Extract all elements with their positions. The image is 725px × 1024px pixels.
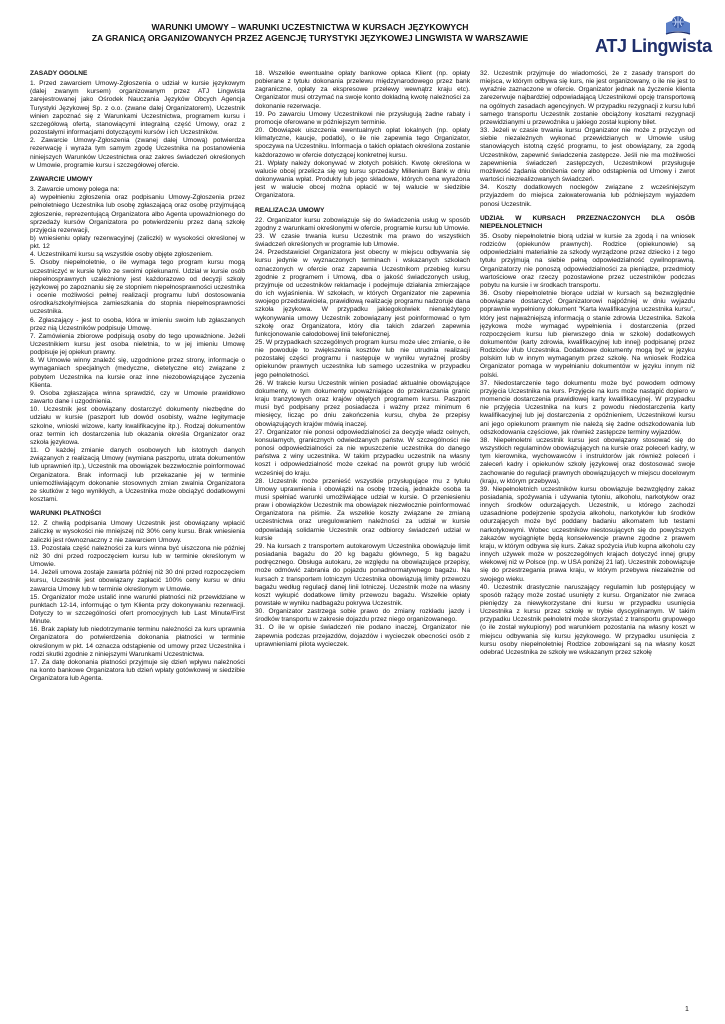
clause-paragraph: 7. Zamówienia zbiorowe podpisują osoby do tego upoważnione. Jeżeli Uczestnikiem kursu jest osoba nieletnia, to w jej imieniu Umowę podpisuje jej opiekun prawny. [30, 332, 245, 357]
clause-paragraph: 36. Osoby niepełnoletnie biorące udział w kursach są bezwzględnie obowiązane dostarczyć Organizatorowi najpóźniej w dniu wyjazdu poprawnie wypełniony dokument "Karta kwalifikacyjna uczestnika kursu", który jest najważniejszą informacją o stanie zdrowia Uczestnika. Szkoła językowa może wymagać wypełnienia i dostarczenia (przed rozpoczęciem kursu lub pierwszego dnia w szkole) dodatkowych dokumentów (karty zdrowia, kwalifikacyjnej lub innej) podpisanej przez Rodziców i/lub Uczestnika. Dodatkowe dokumenty mogą być w języku polskim lub w innym wymaganym przez szkołę. Na wniosek Rodzica Organizator pomaga w wypełnianiu dokumentów w języku innym niż polski. [480, 290, 695, 379]
page-number: 1 [685, 1006, 689, 1013]
clause-paragraph: 38. Niepełnoletni uczestnik kursu jest obowiązany stosować się do wszystkich regulaminów obowiązujących na kursie oraz poleceń kadry, w tym kierownika, wychowawców i instruktorów jak również poleceń i zaleceń kadry i opiekunów szkoły językowej oraz dostosować swoje zachowanie do regulacji prawnych obowiązujących w miejscu docelowym (kraju, w którym przebywa). [480, 436, 695, 485]
column-1 [30, 70, 245, 1005]
section-heading: ZAWARCIE UMOWY [30, 175, 93, 183]
page-header [0, 0, 725, 62]
clause-paragraph: 12. Z chwilą podpisania Umowy Uczestnik jest obowiązany wpłacić zaliczkę w wysokości nie mniejszej niż 30% ceny kursu. Brak wniesienia zaliczki jest równoznaczny z nie zawarciem Umowy. [30, 520, 245, 544]
clause-paragraph: 4. Uczestnikami kursu są wszystkie osoby objęte zgłoszeniem. [30, 251, 213, 259]
clause-paragraph: 39. Niepełnoletnich uczestników kursu obowiązuje bezwzględny zakaz posiadania, spożywania i używania tytoniu, alkoholu, narkotyków oraz innych środków odurzających. Uczestnik, u którego zachodzi uzasadnione podejrzenie spożycia alkoholu, narkotyków lub środków odurzających może być poddany badaniu alkomatem lub testami narkotykowymi. Wobec uczestników niestosujących się do powyższych zakazów wyciągnięte będą konsekwencje prawne zgodne z prawem kraju, w którym odbywa się kurs. Zakaz spożycia i/lub kupna alkoholu czy innych używek może w poszczególnych krajach dotyczyć innej grupy wiekowej niż w Polsce (np. w USA poniżej 21 lat). Uczestnik zobowiązuje się do przestrzegania prawa kraju, w którym przebywa niezależnie od swojego wieku. [480, 485, 695, 583]
clause-paragraph: 40. Uczestnik drastycznie naruszający regulamin lub postępujący w sposób rażący może zostać usunięty z kursu. Organizator nie zwraca pieniędzy za niewykorzystane dni kursu w przypadku usunięcia Uczestnika z kursu przez szkołę w trybie dyscyplinarnym. W takim przypadku Uczestnik pełnoletni może skorzystać z transportu grupowego (o ile został wykupiony) pod warunkiem pozostania na własny koszt w miejscu odbywania się kursu językowego. W przypadku usunięcia z kursu osoby niepełnoletniej Rodzice zobowiązani są na własny koszt odebrać Uczestnika ze szkoły we wskazanym przez szkołę [480, 583, 695, 656]
section-heading: ZASADY OGÓLNE [30, 70, 88, 77]
clause-paragraph: 17. Za datę dokonania płatności przyjmuje się dzień wpływu należności na konto bankowe Organizatora lub dzień wpłaty gotówkowej w siedzibie Organizatora lub Agenta. [30, 658, 245, 683]
document-title [40, 22, 580, 44]
clause-paragraph: 34. Koszty dodatkowych noclegów związane z wcześniejszym przyjazdem do miejsca zakwaterowania lub późniejszym wyjazdem ponosi Uczestnik. [480, 184, 695, 208]
clause-paragraph: 1. Przed zawarciem Umowy-Zgłoszenia o udział w kursie językowym (dalej zwanym kursem) organizowanym przez ATJ Lingwista zarejestrowanej jako Ośrodek Nauczania Języków Obcych Agencja Turystyki Językowej Sp. z o.o. (zwane dalej Organizatorem), Uczestnik winien zapoznać się z Warunkami Uczestnictwa, programem kursu i szczegółową ofertą, stanowiącymi integralną część Umowy, oraz z pozostałymi informacjami dotyczącymi kursów i ich Uczestników. [30, 80, 245, 137]
clause-paragraph: 23. W czasie trwania kursu Uczestnik ma prawo do wszystkich świadczeń określonych w programie lub Umowie. [255, 232, 470, 249]
clause-paragraph: 25. W przypadkach szczególnych program kursu może ulec zmianie, o ile nie powoduje to zwiększenia kosztów lub nie utrudnia realizacji pozostałej części programu i następuje w wyniku wyraźnej prośby opiekunów prawnych uczestnika lub samego uczestnika w przypadku jego pełnoletności. [255, 339, 470, 379]
terms-columns [30, 70, 695, 1005]
clause-paragraph: 24. Przedstawiciel Organizatora jest obecny w miejscu odbywania się kursu jedynie w wyznaczonych terminach i wskazanych szkołach oznaczonych w ofercie oraz zapewnia Uczestnikom przebieg kursu zgodnie z programem i Umową, dba o jakość świadczonych usług, przyjmuje od uczestników reklamacje i podejmuje działania zmierzające do ich wyjaśnienia. W szkołach, w których Organizator nie zapewnia swojego przedstawiciela, prawidłową realizację programu nadzoruje dana szkoła językowa. W przypadku jakiegokolwiek nienależytego wykonywania umowy Uczestnik zobowiązany jest poinformować o tym szkołę oraz Organizatora, który dla takich zdarzeń zapewnia funkcjonowanie całodobowej linii telefonicznej. [255, 249, 470, 338]
clause-paragraph: 22. Organizator kursu zobowiązuje się do świadczenia usług w sposób zgodny z warunkami określonymi w ofercie, programie kursu lub Umowie. [255, 216, 470, 232]
clause-paragraph: 37. Niedostarczenie tego dokumentu może być powodem odmowy przyjęcia Uczestnika na kurs. Przyjęcie na kurs może nastąpić dopiero w momencie dostarczenia prawidłowej karty kwalifikacyjnej. W przypadku nie przyjęcia Uczestnika na kurs z powodu niedostarczenia karty kwalifikacyjnej lub jej dostarczenia z opóźnieniem, Uczestnikowi kursu ani jego opiekunom prawnym nie należą się żadne odszkodowania lub odszkodowania częściowe, jak również zastępcze terminy wyjazdów. [480, 379, 695, 436]
clause-paragraph: 19. Po zawarciu Umowy Uczestnikowi nie przysługują żadne rabaty i promocje oferowane w późniejszym terminie. [255, 110, 470, 126]
section-heading: UDZIAŁ W KURSACH PRZEZNACZONYCH DLA OSÓB NIEPEŁNOLETNICH [480, 214, 695, 230]
clause-paragraph: 29. Na kursach z transportem autokarowym Uczestnika obowiązuje limit posiadania bagażu do 20 kg bagażu głównego, 5 kg bagażu podręcznego. Obsługa autokaru, ze względu na obowiązujące przepisy, może odmówić zabrania do pojazdu ponadnormatywnego bagażu. Na kursach z transportem lotniczym Uczestnika obowiązują limity przewozu bagażu według regulacji danej linii lotniczej. Uczestnik może na własny koszt wykupić dodatkowe limity przewozu bagażu. Wszelkie opłaty powstałe w wyniku nadbagażu pokrywa Uczestnik. [255, 542, 470, 607]
clause-paragraph: 26. W trakcie kursu Uczestnik winien posiadać aktualnie obowiązujące dokumenty, w tym dokumenty upoważniające do przekraczania granic kraju tranzytowych oraz krajów objętych programem kursu. Paszport musi być podpisany przez posiadacza i ważny przez minimum 6 miesięcy, licząc po dniu zakończenia kursu, chyba że przepisy obowiązujących krajów mówią inaczej. [255, 379, 470, 428]
clause-paragraph: 2. Zawarcie Umowy-Zgłoszenia (zwanej dalej Umową) potwierdza rezerwację i wyraża tym samym zgodę Uczestnika na postanowienia niniejszych Warunków Uczestnictwa oraz zakres świadczeń określonych w Umowie, programie kursu i szczegółowej ofercie. [30, 137, 245, 169]
clause-paragraph: b) wniesieniu opłaty rezerwacyjnej (zaliczki) w wysokości określonej w pkt. 12 [30, 234, 245, 251]
clause-paragraph: 10. Uczestnik jest obowiązany dostarczyć dokumenty niezbędne do udziału w kursie (paszport lub dowód osobisty, ważne legitymacje szkolne, wnioski wizowe, karty kwalifikacyjne itp.). Rodzaj dokumentów oraz termin ich dostarczenia lub okazania określa Organizator oraz szkoła językowa. [30, 406, 245, 446]
column-2 [255, 70, 470, 1005]
clause-paragraph: 18. Wszelkie ewentualne opłaty bankowe opłaca Klient (np. opłaty pobierane z tytułu dokonania przelewu międzynarodowego przez bank zagraniczne, opłaty za ekspresowe przelewy wewnątrz kraju etc). Organizator musi otrzymać na swoje konto dokładną kwotę należności za dokonanie rezerwacje. [255, 70, 470, 110]
clause-paragraph: 13. Pozostała część należności za kurs winna być uiszczona nie później niż 30 dni przed rozpoczęciem kursu lub w terminie określonym w Umowie. [30, 544, 245, 569]
column-3 [480, 70, 695, 1005]
clause-paragraph: 3. Zawarcie umowy polega na: [30, 186, 120, 194]
logo-wordmark: ATJ Lingwista [595, 36, 712, 56]
clause-paragraph: 16. Brak zapłaty lub niedotrzymanie terminu należności za kurs uprawnia Organizatora do potwierdzenia dokonania płatności w terminie określonym w pkt. 14 oznacza odstąpienie od umowy przez Uczestnika i rodzi skutki zgodnie z niniejszymi Warunkami Uczestnictwa. [30, 626, 245, 658]
clause-paragraph: 5. Osoby niepełnoletnie, o ile wymaga tego program kursu mogą uczestniczyć w kursie tylko ze swoimi opiekunami. Udział w kursie osób niepełnosprawnych uzależniony jest każdorazowo od decyzji szkoły językowej po zapoznaniu się ze stopniem niepełnosprawności uczestnika i ocenie możliwości pełnej realizacji programu lub/i dostosowania ośrodka/szkoły/miejsca zamieszkania do stopnia niepełnosprawności uczestnika. [30, 259, 245, 316]
clause-paragraph: 35. Osoby niepełnoletnie biorą udział w kursie za zgodą i na wniosek rodziców (opiekunów prawnych). Rodzice (opiekunowie) są odpowiedzialni materialnie za szkody wyrządzone przez dziecko i z tego tytułu przyjmują na siebie pełną odpowiedzialność cywilnoprawną. Organizatorzy nie ponoszą odpowiedzialności za pieniądze, przedmioty wartościowe oraz rzeczy pozostawione przez uczestników podczas pobytu na kursie i w środkach transportu. [480, 232, 695, 289]
clause-paragraph: 9. Osoba zgłaszająca winna sprawdzić, czy w Umowie prawidłowo zawarto dane i uzgodnienia. [30, 389, 245, 406]
book-globe-logo-icon [663, 14, 693, 38]
clause-paragraph: 32. Uczestnik przyjmuje do wiadomości, że z zasady transport do miejsca, w którym odbywa się kurs, nie jest organizowany, o ile nie jest to wyraźnie zaznaczone w ofercie. Organizator jednak na życzenie klienta zarezerwuje najbardziej odpowiadającą Uczestnikowi opcję transportową na ogólnych zasadach agencyjnych. W przypadku rezygnacji z kursu lub/i samego transportu Uczestnik zostanie obciążony kosztami rezygnacji przewidzianymi u przewoźnika u jakiego został kupiony bilet. [480, 70, 695, 126]
clause-paragraph: 31. O ile w opisie świadczeń nie podano inaczej, Organizator nie zapewnia podczas przejazdów, dojazdów i wycieczek obecności osób z uprawnieniami pilota wycieczek. [255, 624, 470, 648]
section-heading: WARUNKI PŁATNOŚCI [30, 510, 101, 518]
title-line-1: WARUNKI UMOWY – WARUNKI UCZESTNICTWA W KURSACH JĘZYKOWYCH [151, 22, 469, 32]
clause-paragraph: 11. O każdej zmianie danych osobowych lub istotnych danych związanych z realizacją Umowy (wymiana paszportu, utrata dokumentów lub uprawnień itp.), Uczestnik ma obowiązek bezzwłocznie poinformować Organizatora. Brak informacji lub przekazanie jej w terminie uniemożliwiającym dokonanie stosownych zmian zwalnia Organizatora ze skutków z tego wynikłych, a Uczestnika może obciążyć dodatkowymi kosztami. [30, 447, 245, 503]
clause-paragraph: 20. Obowiązek uiszczenia ewentualnych opłat lokalnych (np. opłaty klimatyczne, kaucje, podatki), o ile nie zapewnia tego Organizator, spoczywa na Uczestniku. Informacja o takich opłatach określona zostanie każdorazowo w ofercie dotyczącej konkretnej kursu. [255, 127, 470, 159]
clause-paragraph: 27. Organizator nie ponosi odpowiedzialności za decyzje władz celnych, konsularnych, granicznych odwiedzanych państw. W szczególności nie ponosi odpowiedzialności za nie wpuszczenie uczestnika do danego państwa z winy uczestnika. W takim przypadku uczestnik na własny koszt i odpowiedzialność może czekać na powrót grupy lub wrócić wcześniej do kraju. [255, 428, 470, 477]
clause-paragraph: a) wypełnieniu zgłoszenia oraz podpisaniu Umowy-Zgłoszenia przez pełnoletniego Uczestnika lub osobę zgłaszającą oraz osobę przyjmującą zgłoszenie, reprezentującą Organizatora albo Agenta upoważnionego do sprzedaży kursów Organizatora po potwierdzeniu przez daną szkołę przyjęcia rezerwacji, [30, 194, 245, 234]
clause-paragraph: 15. Organizator może ustalić inne warunki płatności niż przewidziane w punktach 12-14, informując o tym Klienta przy dokonywaniu rezerwacji. Dotyczy to w szczególności ofert promocyjnych lub Last Minute/First Minute. [30, 593, 245, 626]
clause-paragraph: 21. Wpłaty należy dokonywać w złotych polskich. Kwotę określona w walucie obcej przelicza się wg kursu sprzedaży Millenium Bank w dniu dokonywania wpłat. Produkty lub jego składowe, których cena wyrażona jest w walucie obcej można opłacić w tej walucie w siedzibie Organizatora. [255, 159, 470, 200]
clause-paragraph: 8. W Umowie winny znaleźć się, uzgodnione przez strony, informacje o wymaganiach specjalnych (medyczne, dietetyczne etc) związane z pobytem Uczestnika na kursie oraz inne niezobowiązujące życzenia Klienta. [30, 357, 245, 389]
title-line-2: ZA GRANICĄ ORGANIZOWANYCH PRZEZ AGENCJĘ TURYSTYKI JĘZYKOWEJ LINGWISTA W WARSZAWIE [91, 33, 529, 43]
clause-paragraph: 28. Uczestnik może przenieść wszystkie przysługujące mu z tytułu Umowy uprawnienia i obowiązki na osobę trzecią, jednakże osoba ta musi spełniać warunki umożliwiające udział w kursie. O przeniesieniu praw i obowiązków Uczestnik ma obowiązek niezwłocznie poinformować Organizatora na piśmie. Za wszelkie koszty związane ze zmianą uczestnictwa oraz uregulowaniem należności za udział w kursie odpowiadają solidarnie Uczestnik oraz odbiorcy świadczeń udział w kursie [255, 477, 470, 542]
clause-paragraph: 33. Jeżeli w czasie trwania kursu Organizator nie może z przyczyn od siebie niezależnych wykonać przewidzianych w Umowie usług stanowiących istotną część programu, to jest obowiązany, za zgodą Uczestników, zapewnić świadczenia zastępcze. Jeśli nie ma możliwości zapewnienia świadczeń zastępczych, Uczestnikowi przysługuje możliwość żądania obniżenia ceny albo odstąpienia od Umowy i zwrot wartości niezrealizowanych świadczeń. [480, 127, 695, 184]
clause-paragraph: 30. Organizator zastrzega sobie prawo do zmiany rozkładu jazdy i środków transportu w zakresie dojazdu przez niego organizowanego. [255, 608, 470, 624]
clause-paragraph: 6. Zgłaszający - jest to osoba, która w imieniu swoim lub zgłaszanych przez nią Uczestników podpisuje Umowę. [30, 316, 245, 332]
section-heading: REALIZACJA UMOWY [255, 206, 325, 214]
clause-paragraph: 14. Jeżeli umowa zostaje zawarta później niż 30 dni przed rozpoczęciem kursu, Uczestnik jest obowiązany zapłacić 100% ceny kursu w dniu zawarcia Umowy lub w terminie określonym w Umowie. [30, 569, 245, 593]
